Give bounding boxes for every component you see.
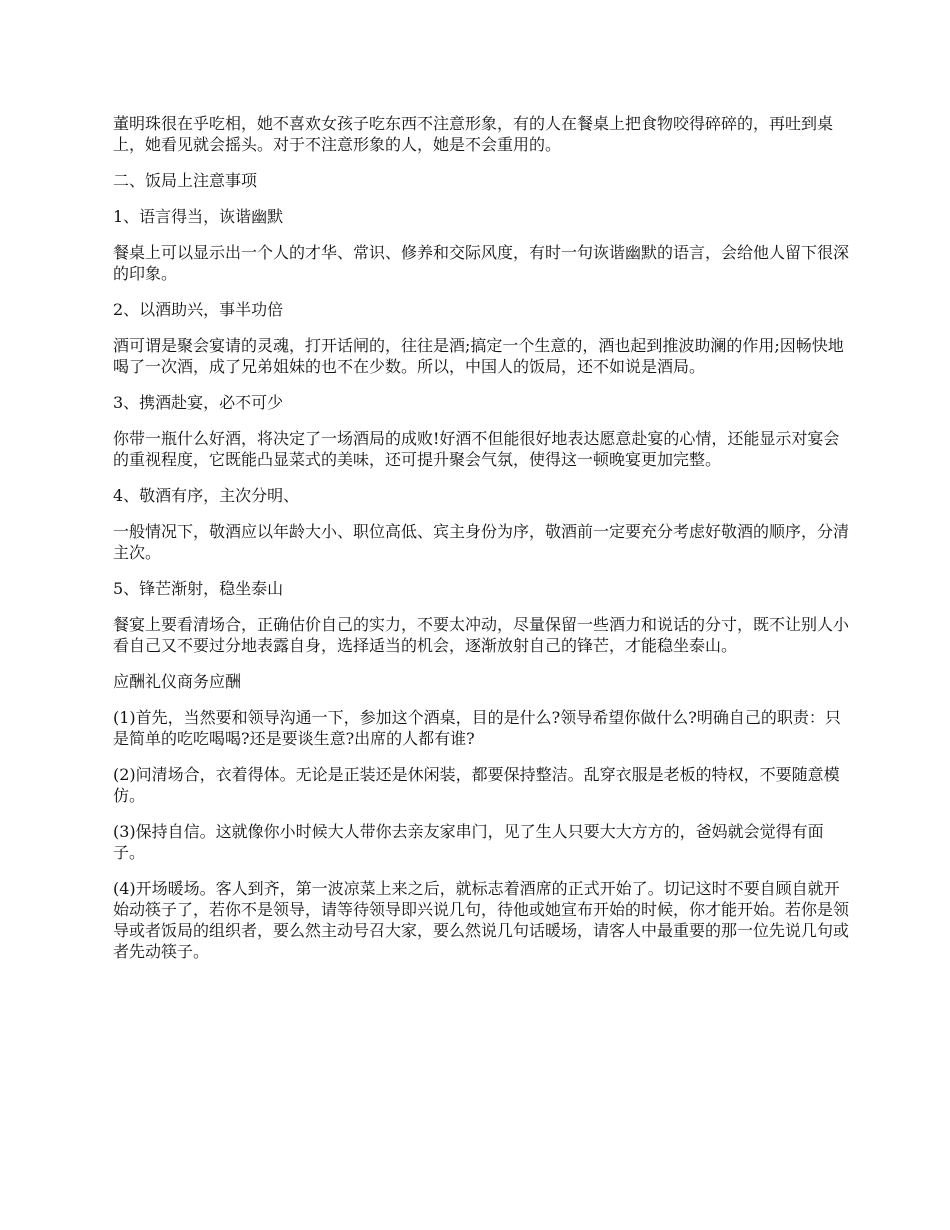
list-item: (1)首先，当然要和领导沟通一下，参加这个酒桌，目的是什么?领导希望你做什么?明确自己的职责：只是简单的吃吃喝喝?还是要谈生意?出席的人都有谁? (113, 708, 841, 748)
body-paragraph: 餐桌上可以显示出一个人的才华、常识、修养和交际风度，有时一句诙谐幽默的语言，会给他人留下很深的印象。 (113, 243, 850, 283)
document-body (113, 113, 853, 977)
subsection-heading: 1、语言得当，诙谐幽默 (113, 207, 284, 226)
subsection-heading: 4、敬酒有序，主次分明、 (113, 486, 300, 505)
subsection-heading: 2、以酒助兴，事半功倍 (113, 300, 284, 319)
body-paragraph: 你带一瓶什么好酒，将决定了一场酒局的成败!好酒不但能很好地表达愿意赴宴的心情，还能显示对宴会的重视程度，它既能凸显菜式的美味，还可提升聚会气氛，使得这一顿晚宴更加完整。 (113, 429, 840, 469)
section-heading: 二、饭局上注意事项 (113, 171, 258, 190)
body-paragraph: 酒可谓是聚会宴请的灵魂，打开话闸的，往往是酒;搞定一个生意的，酒也起到推波助澜的作用;因畅快地喝了一次酒，成了兄弟姐妹的也不在少数。所以，中国人的饭局，还不如说是酒局。 (113, 336, 844, 376)
body-paragraph: 一般情况下，敬酒应以年龄大小、职位高低、宾主身份为序，敬酒前一定要充分考虑好敬酒的顺序，分清主次。 (113, 522, 850, 562)
body-paragraph: 董明珠很在乎吃相，她不喜欢女孩子吃东西不注意形象，有的人在餐桌上把食物咬得碎碎的，再吐到桌上，她看见就会摇头。对于不注意形象的人，她是不会重用的。 (113, 114, 834, 154)
section-heading: 应酬礼仪商务应酬 (113, 672, 242, 691)
list-item: (2)问清场合，衣着得体。无论是正装还是休闲装，都要保持整洁。乱穿衣服是老板的特权，不要随意模仿。 (113, 765, 840, 805)
subsection-heading: 3、携酒赴宴，必不可少 (113, 393, 284, 412)
body-paragraph: 餐宴上要看清场合，正确估价自己的实力，不要太冲动，尽量保留一些酒力和说话的分寸，既不让别人小看自己又不要过分地表露自身，选择适当的机会，逐渐放射自己的锋芒，才能稳坐泰山。 (113, 615, 850, 655)
list-item: (4)开场暖场。客人到齐，第一波凉菜上来之后，就标志着酒席的正式开始了。切记这时不要自顾自就开始动筷子了，若你不是领导，请等待领导即兴说几句，待他或她宣布开始的时候，你才能开始。若你是领导或者饭局的组织者，要么然主动号召大家，要么然说几句话暖场，请客人中最重要的那一位先说几句或者先动筷子。 (113, 879, 850, 961)
list-item: (3)保持自信。这就像你小时候大人带你去亲友家串门，见了生人只要大大方方的，爸妈就会觉得有面子。 (113, 822, 824, 862)
subsection-heading: 5、锋芒渐射，稳坐泰山 (113, 579, 284, 598)
